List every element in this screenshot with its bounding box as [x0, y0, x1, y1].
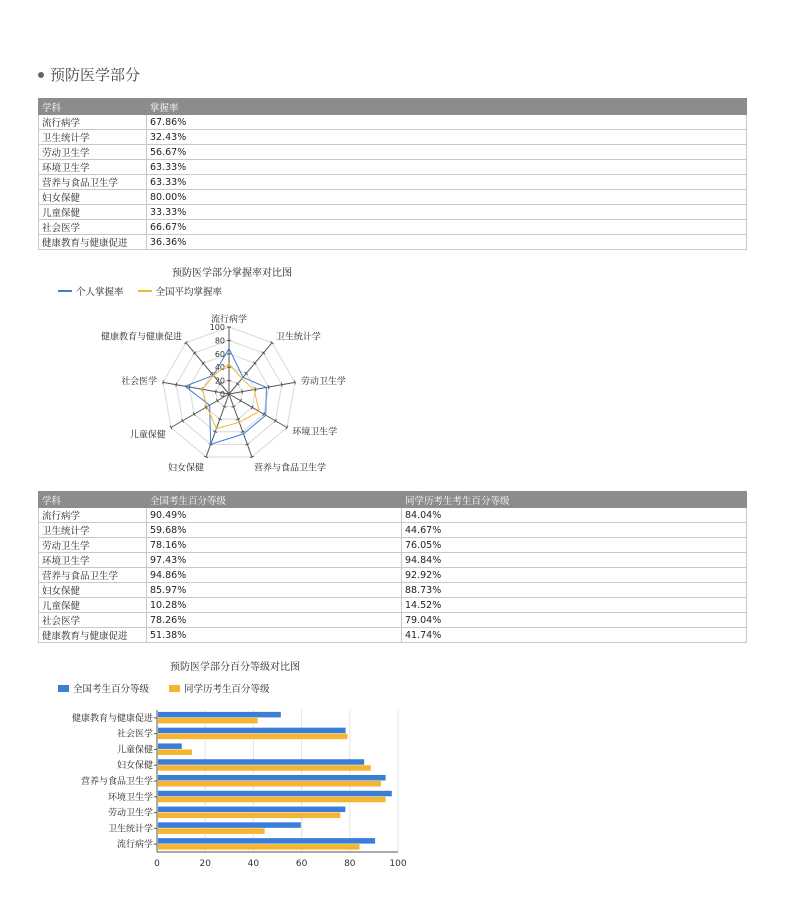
bar [158, 791, 392, 797]
bar-category-label: 社会医学 [116, 729, 153, 740]
value-cell: 63.33% [147, 175, 747, 190]
bar [158, 718, 258, 724]
bar [158, 807, 345, 813]
subject-cell: 健康教育与健康促进 [39, 628, 147, 643]
legend-label: 全国考生百分等级 [73, 684, 150, 695]
radar-chart-title: 预防医学部分掌握率对比图 [172, 268, 292, 279]
column-header: 全国考生百分等级 [147, 492, 402, 508]
value-cell: 84.04% [402, 508, 747, 523]
bar [158, 828, 265, 834]
bar-tick-label: 100 [389, 859, 407, 869]
bar-category-label: 流行病学 [116, 840, 153, 851]
radar-tick-label: 20 [214, 376, 225, 386]
bar-chart-title: 预防医学部分百分等级对比图 [170, 662, 300, 673]
value-cell: 63.33% [147, 160, 747, 175]
value-cell: 36.36% [147, 235, 747, 250]
value-cell: 56.67% [147, 145, 747, 160]
bar-tick-label: 20 [199, 859, 211, 869]
bar [158, 765, 371, 771]
value-cell: 76.05% [402, 538, 747, 553]
value-cell: 78.26% [147, 613, 402, 628]
radar-tick-label: 80 [214, 336, 225, 346]
bar-tick-label: 40 [247, 859, 260, 869]
bar [158, 838, 375, 844]
bar-tick-label: 80 [344, 859, 356, 869]
radar-tick-label: 40 [214, 363, 225, 373]
column-header: 学科 [39, 492, 147, 508]
radar-tick-label: 100 [209, 323, 225, 332]
subject-cell: 营养与食品卫生学 [39, 175, 147, 190]
subject-cell: 健康教育与健康促进 [39, 235, 147, 250]
bar [158, 759, 364, 765]
radar-category-label: 环境卫生学 [292, 427, 338, 438]
radar-category-label: 妇女保健 [168, 463, 205, 474]
radar-category-label: 流行病学 [210, 315, 248, 325]
bar [158, 728, 346, 734]
bar-category-label: 健康教育与健康促进 [71, 713, 153, 724]
value-cell: 88.73% [402, 583, 747, 598]
value-cell: 51.38% [147, 628, 402, 643]
subject-cell: 流行病学 [39, 508, 147, 523]
bar-tick-label: 0 [154, 859, 160, 869]
bar [158, 822, 301, 828]
bar [158, 813, 340, 819]
value-cell: 85.97% [147, 583, 402, 598]
value-cell: 67.86% [147, 115, 747, 130]
value-cell: 92.92% [402, 568, 747, 583]
bar [158, 712, 281, 718]
radar-category-label: 儿童保健 [129, 430, 166, 441]
radar-category-label: 劳动卫生学 [300, 376, 346, 387]
subject-cell: 社会医学 [39, 613, 147, 628]
bar-category-label: 环境卫生学 [107, 792, 153, 803]
value-cell: 97.43% [147, 553, 402, 568]
legend-label: 同学历考生百分等级 [184, 684, 270, 695]
bar [158, 749, 192, 755]
value-cell: 94.86% [147, 568, 402, 583]
value-cell: 44.67% [402, 523, 747, 538]
bar-category-label: 卫生统计学 [107, 824, 153, 835]
column-header: 掌握率 [147, 99, 747, 115]
radar-category-label: 卫生统计学 [275, 332, 321, 343]
subject-cell: 环境卫生学 [39, 160, 147, 175]
legend-label: 全国平均掌握率 [155, 287, 223, 298]
value-cell: 80.00% [147, 190, 747, 205]
subject-cell: 妇女保健 [39, 583, 147, 598]
bar [158, 743, 182, 749]
subject-cell: 儿童保健 [39, 598, 147, 613]
value-cell: 32.43% [147, 130, 747, 145]
value-cell: 94.84% [402, 553, 747, 568]
bar [158, 781, 381, 787]
subject-cell: 社会医学 [39, 220, 147, 235]
subject-cell: 妇女保健 [39, 190, 147, 205]
subject-cell: 儿童保健 [39, 205, 147, 220]
radar-category-label: 健康教育与健康促进 [101, 332, 183, 343]
subject-cell: 营养与食品卫生学 [39, 568, 147, 583]
subject-cell: 劳动卫生学 [39, 538, 147, 553]
bar-category-label: 儿童保健 [116, 745, 153, 756]
radar-tick-label: 0 [219, 390, 225, 399]
value-cell: 33.33% [147, 205, 747, 220]
radar-category-label: 社会医学 [121, 376, 158, 387]
section-title-text: 预防医学部分 [50, 66, 141, 84]
value-cell: 14.52% [402, 598, 747, 613]
value-cell: 10.28% [147, 598, 402, 613]
bar-tick-label: 60 [295, 859, 308, 869]
radar-tick-label: 60 [214, 349, 225, 359]
value-cell: 66.67% [147, 220, 747, 235]
subject-cell: 劳动卫生学 [39, 145, 147, 160]
bar [158, 844, 360, 850]
radar-category-label: 营养与食品卫生学 [253, 463, 326, 474]
bar [158, 734, 347, 740]
value-cell: 41.74% [402, 628, 747, 643]
column-header: 学科 [39, 99, 147, 115]
bar-category-label: 妇女保健 [116, 761, 153, 772]
column-header: 同学历考生考生百分等级 [402, 492, 747, 508]
subject-cell: 环境卫生学 [39, 553, 147, 568]
value-cell: 79.04% [402, 613, 747, 628]
value-cell: 90.49% [147, 508, 402, 523]
value-cell: 78.16% [147, 538, 402, 553]
bar-category-label: 劳动卫生学 [107, 808, 153, 819]
legend-label: 个人掌握率 [76, 287, 124, 298]
value-cell: 59.68% [147, 523, 402, 538]
bar [158, 797, 386, 803]
subject-cell: 卫生统计学 [39, 130, 147, 145]
bar [158, 775, 386, 781]
subject-cell: 流行病学 [39, 115, 147, 130]
subject-cell: 卫生统计学 [39, 523, 147, 538]
bar-category-label: 营养与食品卫生学 [80, 777, 153, 787]
